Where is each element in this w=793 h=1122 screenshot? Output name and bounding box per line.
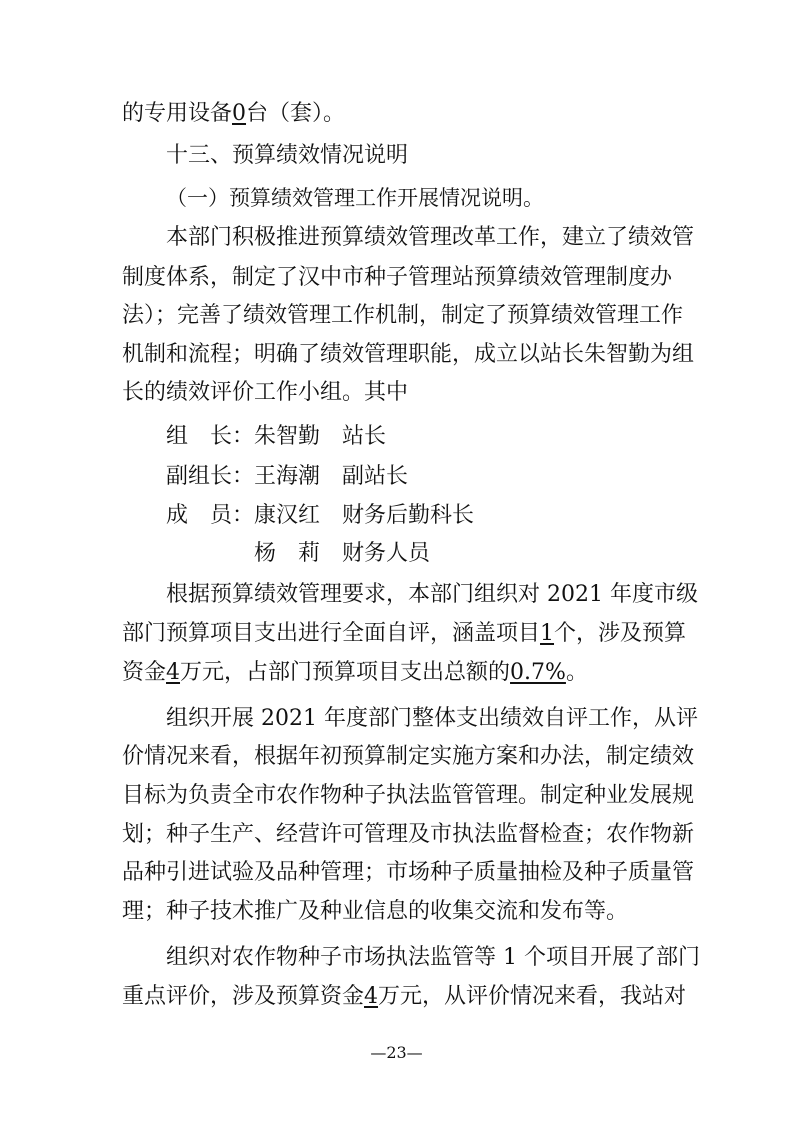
underlined-value: 0	[232, 101, 247, 126]
member-line-members-2: 杨 莉 财务人员	[254, 541, 431, 566]
underlined-value: 4	[166, 660, 181, 685]
paragraph-line: 资金4万元，占部门预算项目支出总额的0.7%。	[122, 660, 588, 685]
paragraph-line: 根据预算绩效管理要求，本部门组织对 2021 年度市级	[166, 582, 698, 607]
paragraph-line: 品种引进试验及品种管理；市场种子质量抽检及种子质量管	[122, 860, 695, 885]
paragraph-line: 划；种子生产、经营许可管理及市执法监督检查；农作物新	[122, 822, 695, 847]
paragraph-line: 目标为负责全市农作物种子执法监管管理。制定种业发展规	[122, 783, 695, 808]
paragraph-line: 本部门积极推进预算绩效管理改革工作，建立了绩效管	[166, 225, 695, 250]
member-line-members: 成 员：康汉红 财务后勤科长	[166, 503, 475, 528]
text-line: 的专用设备0台（套）。	[122, 101, 346, 126]
paragraph-line: 理；种子技术推广及种业信息的收集交流和发布等。	[122, 899, 629, 924]
paragraph-line: 重点评价，涉及预算资金4万元，从评价情况来看，我站对	[122, 984, 687, 1009]
page-number: —23—	[370, 1043, 423, 1062]
paragraph-line: 组织对农作物种子市场执法监管等 1 个项目开展了部门	[166, 945, 700, 970]
member-line-leader: 组 长：朱智勤 站长	[166, 424, 387, 449]
paragraph-line: 部门预算项目支出进行全面自评，涵盖项目1个，涉及预算	[122, 621, 687, 646]
subsection-heading: （一）预算绩效管理工作开展情况说明。	[166, 186, 544, 210]
underlined-value: 4	[364, 984, 379, 1009]
paragraph-line: 价情况来看，根据年初预算制定实施方案和办法，制定绩效	[122, 744, 695, 769]
paragraph-line: 制度体系，制定了汉中市种子管理站预算绩效管理制度办	[122, 265, 673, 290]
paragraph-line: 组织开展 2021 年度部门整体支出绩效自评工作，从评	[166, 706, 698, 731]
underlined-value: 1	[540, 621, 555, 646]
section-heading: 十三、预算绩效情况说明	[166, 143, 409, 168]
member-line-deputy: 副组长：王海潮 副站长	[166, 464, 409, 489]
paragraph-line: 法）；完善了绩效管理工作机制，制定了预算绩效管理工作	[122, 303, 684, 328]
underlined-value: 0.7%	[510, 660, 566, 685]
paragraph-line: 长的绩效评价工作小组。其中	[122, 380, 409, 405]
paragraph-line: 机制和流程；明确了绩效管理职能，成立以站长朱智勤为组	[122, 342, 695, 367]
